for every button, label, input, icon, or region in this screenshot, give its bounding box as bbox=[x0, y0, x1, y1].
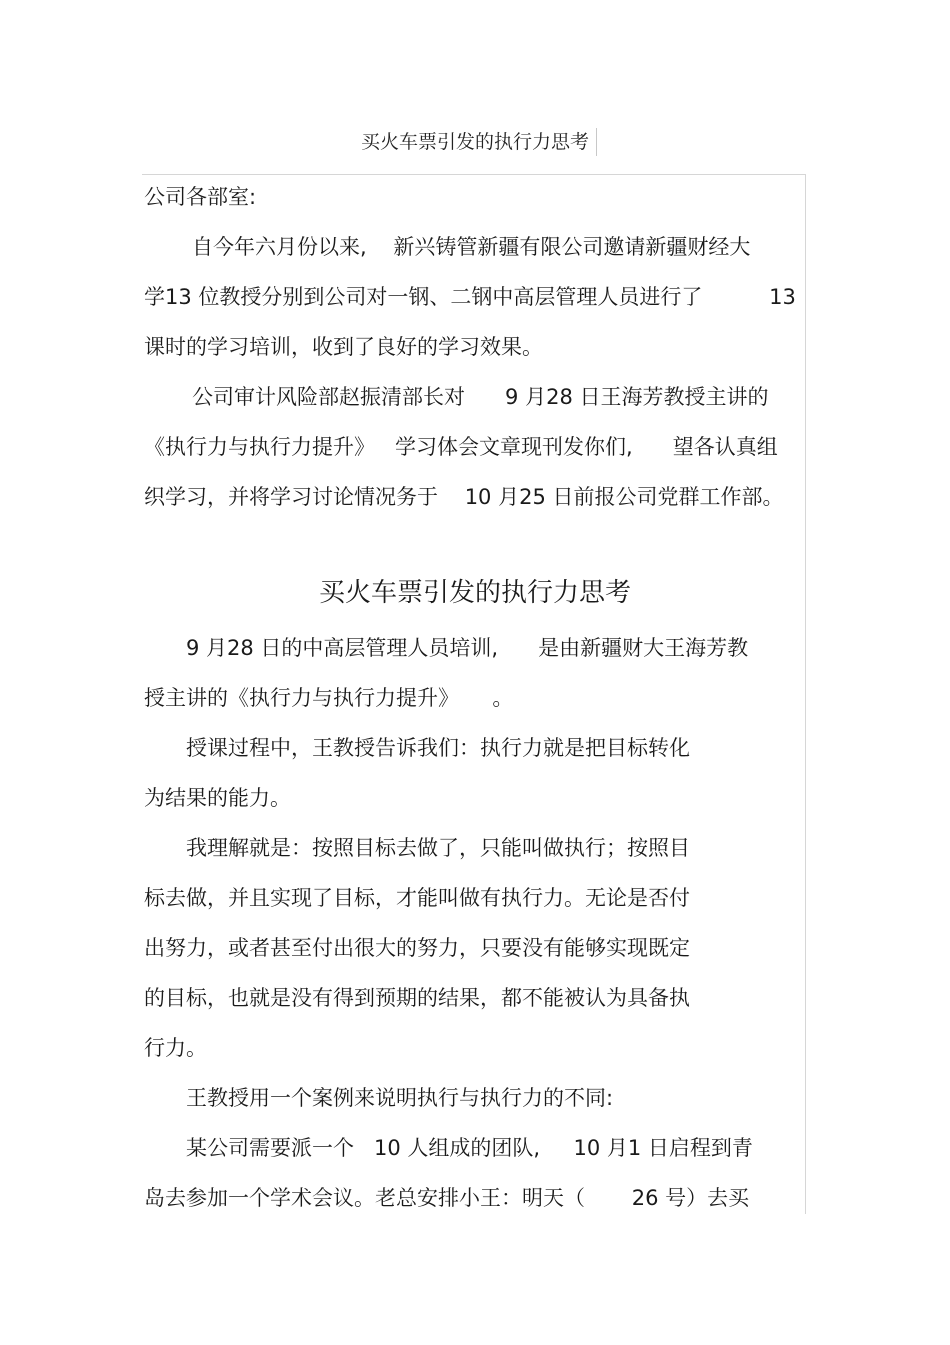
article-line-10: 王教授用一个案例来说明执行与执行力的不同: bbox=[186, 1086, 614, 1110]
article-line-4: 为结果的能力。 bbox=[144, 786, 291, 810]
article-line-12: 岛去参加一个学术会议。老总安排小王：明天（ 26 号）去买 bbox=[144, 1186, 750, 1210]
article-line-8: 的目标，也就是没有得到预期的结果，都不能被认为具备执 bbox=[144, 986, 690, 1010]
notice-line-3: 课时的学习培训，收到了良好的学习效果。 bbox=[144, 335, 543, 359]
notice-line-1: 自今年六月份以来, 新兴铸管新疆有限公司邀请新疆财经大 bbox=[192, 235, 751, 259]
article-line-9: 行力。 bbox=[144, 1036, 207, 1060]
article-line-5: 我理解就是：按照目标去做了，只能叫做执行；按照目 bbox=[186, 836, 690, 860]
header-divider bbox=[596, 128, 597, 156]
article-line-2: 授主讲的《执行力与执行力提升》 。 bbox=[144, 686, 514, 710]
article-line-6: 标去做，并且实现了目标，才能叫做有执行力。无论是否付 bbox=[144, 886, 690, 910]
article-line-1: 9 月28 日的中高层管理人员培训, 是由新疆财大王海芳教 bbox=[186, 636, 749, 660]
article-title: 买火车票引发的执行力思考 bbox=[318, 578, 631, 608]
article-line-3: 授课过程中，王教授告诉我们：执行力就是把目标转化 bbox=[186, 736, 690, 760]
page-header-title: 买火车票引发的执行力思考 bbox=[360, 131, 589, 153]
notice-line-5: 《执行力与执行力提升》 学习体会文章现刊发你们, 望各认真组 bbox=[144, 435, 778, 459]
article-line-7: 出努力，或者甚至付出很大的努力，只要没有能够实现既定 bbox=[144, 936, 690, 960]
notice-salutation: 公司各部室: bbox=[144, 185, 257, 209]
notice-line-4: 公司审计风险部赵振清部长对 9 月28 日王海芳教授主讲的 bbox=[192, 385, 769, 409]
notice-line-2: 学13 位教授分别到公司对一钢、二钢中高层管理人员进行了 13 bbox=[144, 285, 796, 309]
notice-line-6: 织学习，并将学习讨论情况务于 10 月25 日前报公司党群工作部。 bbox=[144, 485, 784, 509]
article-line-11: 某公司需要派一个 10 人组成的团队, 10 月1 日启程到青 bbox=[186, 1136, 753, 1160]
